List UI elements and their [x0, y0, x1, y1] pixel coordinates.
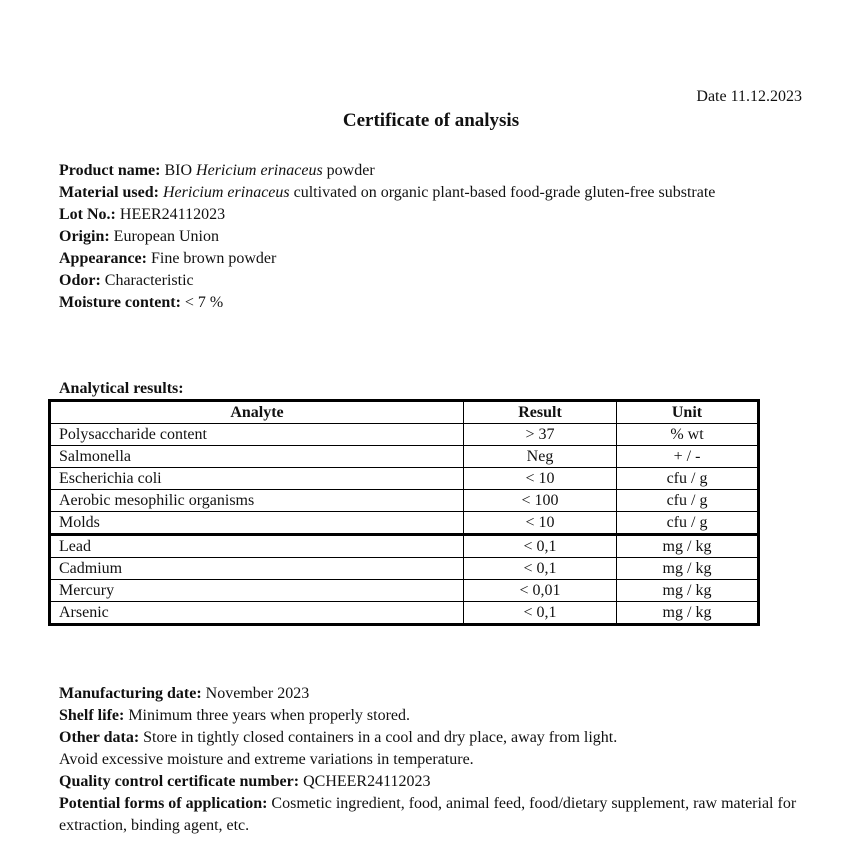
unit-cell: % wt — [617, 424, 759, 446]
column-header-unit: Unit — [617, 401, 759, 424]
appearance-line — [59, 248, 804, 270]
table-row — [50, 424, 759, 446]
shelf-life-value: Minimum three years when properly stored. — [128, 707, 411, 724]
analyte-cell: Salmonella — [50, 446, 464, 468]
analyte-cell: Escherichia coli — [50, 468, 464, 490]
table-row — [50, 468, 759, 490]
moisture-value: < 7 % — [184, 294, 224, 311]
manufacturing-date-value: November 2023 — [205, 685, 310, 702]
result-cell: < 0,1 — [464, 602, 617, 625]
appearance-value: Fine brown powder — [150, 250, 277, 267]
analyte-cell: Cadmium — [50, 558, 464, 580]
shelf-life-label: Shelf life: — [59, 707, 125, 724]
unit-cell: cfu / g — [617, 512, 759, 535]
qc-certificate-label: Quality control certificate number: — [59, 773, 300, 790]
moisture-line — [59, 292, 804, 314]
analyte-cell: Mercury — [50, 580, 464, 602]
application-forms-value: Cosmetic ingredient, food, animal feed, food/dietary supplement, raw material for extraction, binding agent, etc. — [59, 795, 797, 834]
additional-information — [59, 683, 819, 837]
unit-cell: mg / kg — [617, 580, 759, 602]
table-row — [50, 512, 759, 535]
origin-label: Origin: — [59, 228, 110, 245]
analyte-cell: Aerobic mesophilic organisms — [50, 490, 464, 512]
column-header-result: Result — [464, 401, 617, 424]
qc-certificate-line — [59, 771, 819, 793]
analyte-cell: Lead — [50, 535, 464, 558]
qc-certificate-value: QCHEER24112023 — [303, 773, 431, 790]
result-cell: < 10 — [464, 468, 617, 490]
unit-cell: + / - — [617, 446, 759, 468]
other-data-label: Other data: — [59, 729, 140, 746]
product-name-label: Product name: — [59, 162, 161, 179]
manufacturing-date-line — [59, 683, 819, 705]
product-name-species: Hericium erinaceus — [196, 162, 323, 179]
result-cell: > 37 — [464, 424, 617, 446]
certificate-date: Date 11.12.2023 — [696, 88, 802, 105]
column-header-analyte: Analyte — [50, 401, 464, 424]
table-row — [50, 602, 759, 625]
unit-cell: mg / kg — [617, 535, 759, 558]
table-row — [50, 490, 759, 512]
product-name-line — [59, 160, 804, 182]
result-cell: < 100 — [464, 490, 617, 512]
moisture-label: Moisture content: — [59, 294, 181, 311]
unit-cell: mg / kg — [617, 602, 759, 625]
result-cell: Neg — [464, 446, 617, 468]
analyte-cell: Polysaccharide content — [50, 424, 464, 446]
analytical-results-heading: Analytical results: — [59, 380, 184, 397]
odor-value: Characteristic — [104, 272, 194, 289]
lot-number-label: Lot No.: — [59, 206, 116, 223]
lot-number-value: HEER24112023 — [119, 206, 226, 223]
result-cell: < 0,01 — [464, 580, 617, 602]
product-properties — [59, 160, 804, 314]
origin-line — [59, 226, 804, 248]
table-header-row — [50, 401, 759, 424]
material-used-line — [59, 182, 804, 204]
material-species: Hericium erinaceus — [162, 184, 290, 201]
manufacturing-date-label: Manufacturing date: — [59, 685, 202, 702]
appearance-label: Appearance: — [59, 250, 147, 267]
table-row — [50, 558, 759, 580]
other-data-line — [59, 727, 819, 749]
analytical-results-table — [48, 399, 760, 626]
table-row — [50, 535, 759, 558]
odor-line — [59, 270, 804, 292]
result-cell: < 10 — [464, 512, 617, 535]
material-description: cultivated on organic plant-based food-grade gluten-free substrate — [293, 184, 716, 201]
origin-value: European Union — [113, 228, 219, 245]
table-row — [50, 580, 759, 602]
shelf-life-line — [59, 705, 819, 727]
unit-cell: cfu / g — [617, 490, 759, 512]
application-forms-line — [59, 793, 819, 837]
result-cell: < 0,1 — [464, 535, 617, 558]
product-name-suffix: powder — [326, 162, 375, 179]
unit-cell: mg / kg — [617, 558, 759, 580]
other-data-value: Store in tightly closed containers in a cool and dry place, away from light. — [143, 729, 618, 746]
odor-label: Odor: — [59, 272, 101, 289]
analyte-cell: Arsenic — [50, 602, 464, 625]
lot-number-line — [59, 204, 804, 226]
product-name-prefix: BIO — [164, 162, 193, 179]
storage-note-line: Avoid excessive moisture and extreme variations in temperature. — [59, 751, 474, 768]
table-row — [50, 446, 759, 468]
analyte-cell: Molds — [50, 512, 464, 535]
result-cell: < 0,1 — [464, 558, 617, 580]
application-forms-label: Potential forms of application: — [59, 795, 268, 812]
material-used-label: Material used: — [59, 184, 159, 201]
page-title: Certificate of analysis — [342, 110, 520, 131]
unit-cell: cfu / g — [617, 468, 759, 490]
